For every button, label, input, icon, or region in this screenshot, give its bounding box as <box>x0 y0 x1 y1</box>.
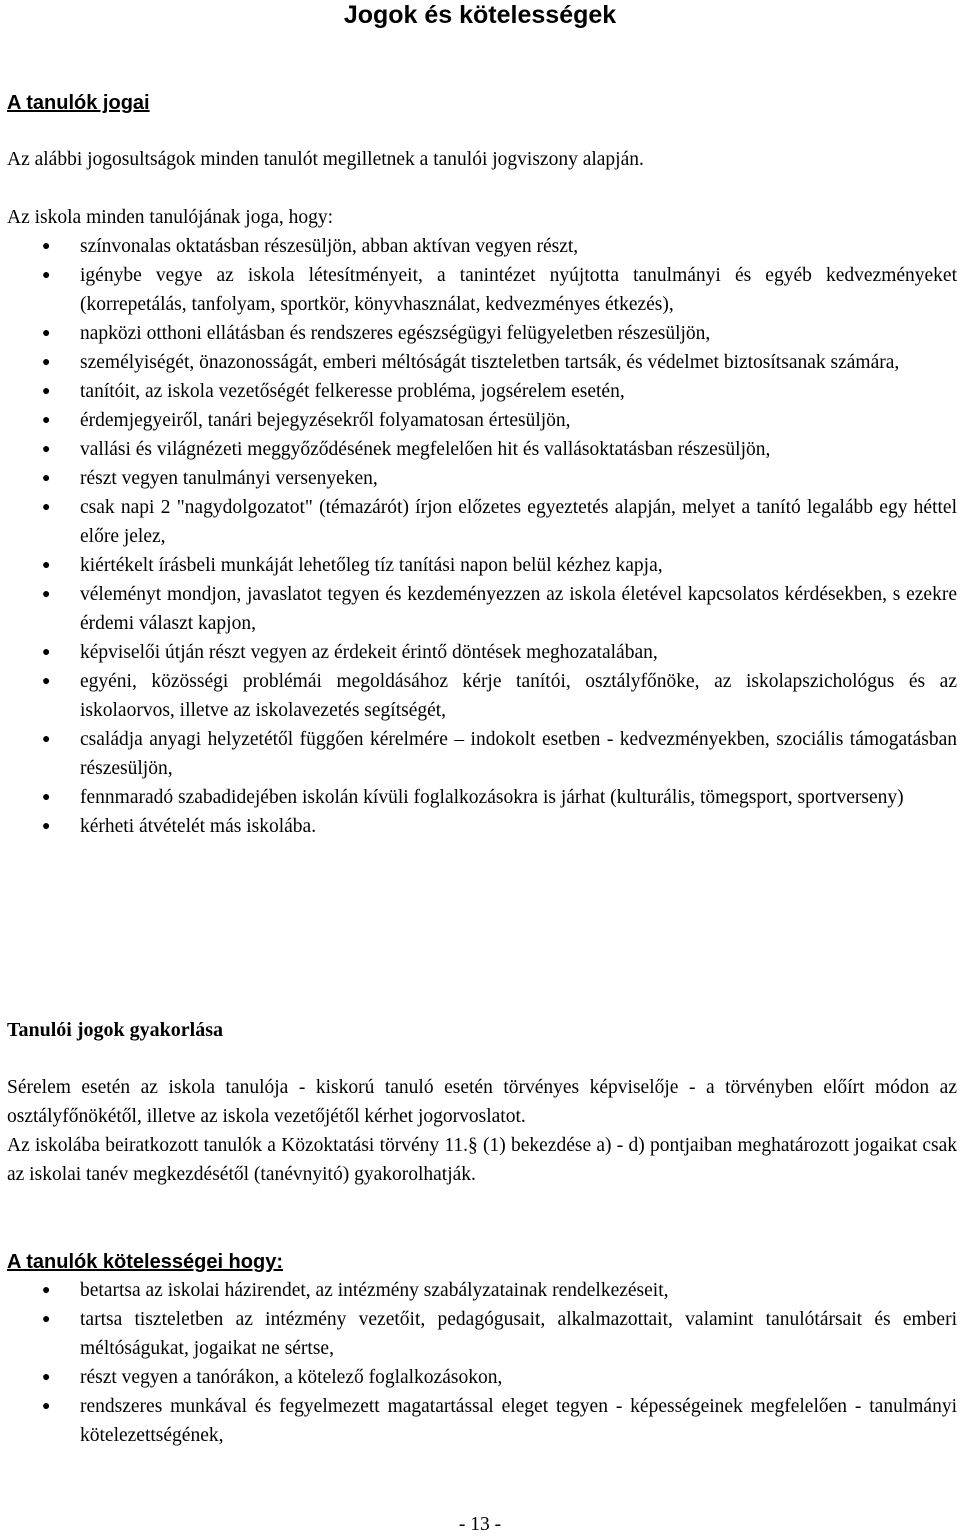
bullet-icon: ● <box>42 587 51 602</box>
rights-list-item: ● képviselői útján részt vegyen az érdekeit érintő döntések meghozatalában, <box>0 638 957 667</box>
rights-list-item: ● érdemjegyeiről, tanári bejegyzésekről folyamatosan értesüljön, <box>0 406 957 435</box>
rights-list-item: ● kiértékelt írásbeli munkáját lehetőleg tíz tanítási napon belül kézhez kapja, <box>0 551 957 580</box>
rights-list-item: ● kérheti átvételét más iskolába. <box>0 812 957 841</box>
rights-heading: A tanulók jogai <box>7 92 150 114</box>
bullet-icon: ● <box>42 326 51 341</box>
bullet-icon: ● <box>42 1399 51 1414</box>
bullet-icon: ● <box>42 500 51 515</box>
bullet-icon: ● <box>42 674 51 689</box>
rights-intro: Az alábbi jogosultságok minden tanulót megilletnek a tanulói jogviszony alapján. <box>7 149 644 170</box>
bullet-icon: ● <box>42 645 51 660</box>
bullet-icon: ● <box>42 732 51 747</box>
bullet-icon: ● <box>42 558 51 573</box>
duties-list-item: ● rendszeres munkával és fegyelmezett magatartással eleget tegyen - képességeinek megfelelően - tanulmányi kötelezettségének, <box>0 1392 957 1450</box>
duties-list-item: ● betartsa az iskolai házirendet, az intézmény szabályzatainak rendelkezéseit, <box>0 1276 957 1305</box>
exercise-paragraph-2: Az iskolába beiratkozott tanulók a Közoktatási törvény 11.§ (1) bekezdése a) - d) pontjaiban meghatározott jogaikat csak az iskolai tanév megkezdésétől (tanévnyitó) gyakorolhatják. <box>7 1135 957 1185</box>
duties-heading: A tanulók kötelességei hogy: <box>7 1251 283 1273</box>
bullet-icon: ● <box>42 819 51 834</box>
rights-list-item: ● részt vegyen tanulmányi versenyeken, <box>0 464 957 493</box>
rights-list-item: ● családja anyagi helyzetétől függően kérelmére – indokolt esetben - kedvezményekben, szociális támogatásban részesüljön, <box>0 725 957 783</box>
duties-list <box>0 1276 957 1450</box>
bullet-icon: ● <box>42 442 51 457</box>
duties-list-item: ● tartsa tiszteletben az intézmény vezetőit, pedagógusait, alkalmazottait, valamint tanulótársait és emberi méltóságukat, jogaikat ne sértse, <box>0 1305 957 1363</box>
rights-lead: Az iskola minden tanulójának joga, hogy: <box>7 207 334 228</box>
rights-list-item: ● fennmaradó szabadidejében iskolán kívüli foglalkozásokra is járhat (kulturális, tömegsport, sportverseny) <box>0 783 957 812</box>
rights-list-item: ● napközi otthoni ellátásban és rendszeres egészségügyi felügyeletben részesüljön, <box>0 319 957 348</box>
duties-list-item: ● részt vegyen a tanórákon, a kötelező foglalkozásokon, <box>0 1363 957 1392</box>
rights-list <box>0 232 957 841</box>
rights-list-item: ● igénybe vegye az iskola létesítményeit, a tanintézet nyújtotta tanulmányi és egyéb kedvezményeket (korrepetálás, tanfolyam, sportkör, könyvhasználat, kedvezményes étkezés), <box>0 261 957 319</box>
rights-list-item: ● csak napi 2 "nagydolgozatot" (témazárót) írjon előzetes egyeztetés alapján, melyet a tanító legalább egy héttel előre jelez, <box>0 493 957 551</box>
bullet-icon: ● <box>42 790 51 805</box>
bullet-icon: ● <box>42 384 51 399</box>
bullet-icon: ● <box>42 1370 51 1385</box>
exercise-heading: Tanulói jogok gyakorlása <box>7 1019 223 1041</box>
bullet-icon: ● <box>42 471 51 486</box>
rights-list-item: ● tanítóit, az iskola vezetőségét felkeresse probléma, jogsérelem esetén, <box>0 377 957 406</box>
bullet-icon: ● <box>42 268 51 283</box>
bullet-icon: ● <box>42 1283 51 1298</box>
rights-list-item: ● egyéni, közösségi problémái megoldásához kérje tanítói, osztályfőnöke, az iskolapszichológus és az iskolaorvos, illetve az iskolavezetés segítségét, <box>0 667 957 725</box>
rights-list-item: ● véleményt mondjon, javaslatot tegyen és kezdeményezzen az iskola életével kapcsolatos kérdésekben, s ezekre érdemi választ kapjon, <box>0 580 957 638</box>
bullet-icon: ● <box>42 413 51 428</box>
bullet-icon: ● <box>42 355 51 370</box>
page-number: - 13 - <box>458 1514 502 1535</box>
rights-list-item: ● színvonalas oktatásban részesüljön, abban aktívan vegyen részt, <box>0 232 957 261</box>
page-title: Jogok és kötelességek <box>343 1 617 29</box>
bullet-icon: ● <box>42 1312 51 1327</box>
bullet-icon: ● <box>42 239 51 254</box>
rights-list-item: ● személyiségét, önazonosságát, emberi méltóságát tiszteletben tartsák, és védelmet biztosítsanak számára, <box>0 348 957 377</box>
rights-list-item: ● vallási és világnézeti meggyőződésének megfelelően hit és vallásoktatásban részesüljön, <box>0 435 957 464</box>
exercise-paragraph-1: Sérelem esetén az iskola tanulója - kiskorú tanuló esetén törvényes képviselője - a törvényben előírt módon az osztályfőnökétől, illetve az iskola vezetőjétől kérhet jogorvoslatot. <box>7 1077 957 1127</box>
